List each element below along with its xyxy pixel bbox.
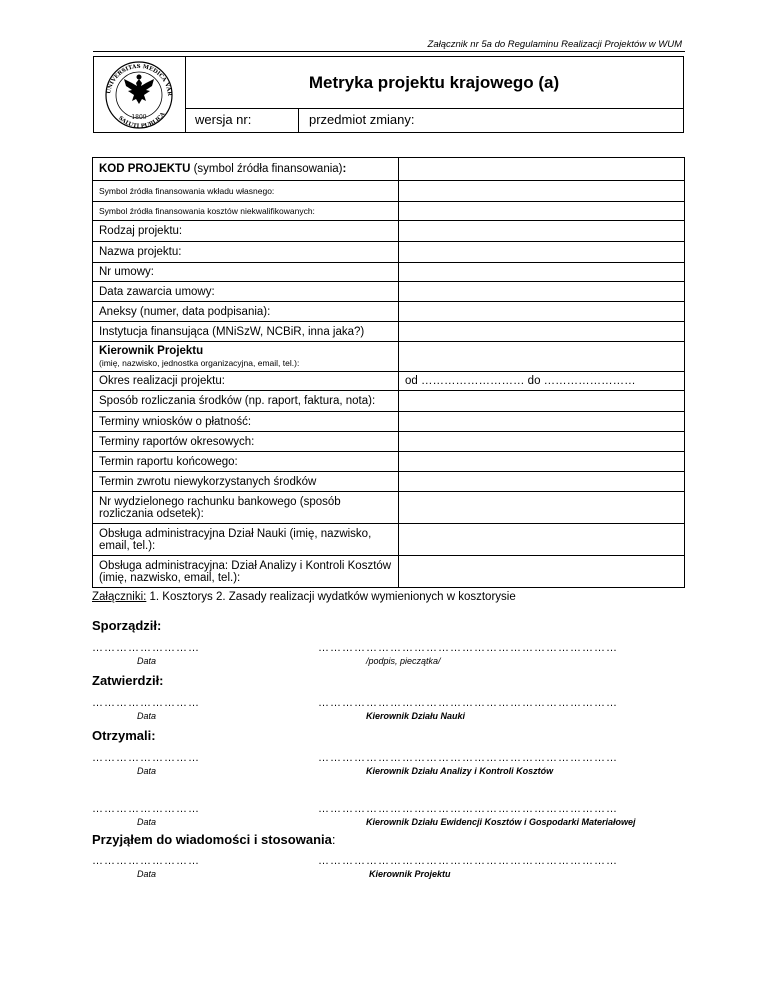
project-period-value[interactable]: od ……………………… do ……………………: [399, 372, 685, 391]
cost-analysis-admin-value[interactable]: [399, 556, 685, 588]
project-period-label: Okres realizacji projektu:: [93, 372, 399, 391]
table-row: [93, 452, 685, 472]
table-row: [93, 524, 685, 556]
document-header: [93, 56, 684, 133]
payment-requests-label: Terminy wniosków o płatność:: [93, 412, 399, 432]
contract-number-value[interactable]: [399, 263, 685, 282]
document-title: Metryka projektu krajowego (a): [185, 57, 683, 109]
head-analysis-caption: Kierownik Działu Analizy i Kontroli Kosztów: [366, 766, 554, 776]
table-row: [93, 432, 685, 452]
table-row: [93, 263, 685, 282]
project-manager-label: Kierownik Projektu (imię, nazwisko, jednostka organizacyjna, email, tel.):: [93, 342, 399, 372]
date-caption: Data: [137, 817, 157, 827]
signature-line[interactable]: …………………………………………………………………: [318, 752, 618, 764]
table-row: [93, 242, 685, 263]
table-row: [93, 372, 685, 391]
bank-account-label: Nr wydzielonego rachunku bankowego (sposób rozliczania odsetek):: [93, 492, 399, 524]
refund-deadline-label: Termin zwrotu niewykorzystanych środków: [93, 472, 399, 492]
table-row: [93, 322, 685, 342]
version-label: wersja nr:: [185, 108, 299, 132]
date-caption: Data: [137, 766, 157, 776]
project-type-label: Rodzaj projektu:: [93, 221, 399, 242]
project-type-value[interactable]: [399, 221, 685, 242]
signature-line[interactable]: …………………………………………………………………: [318, 803, 618, 815]
acknowledged-heading: Przyjąłem do wiadomości i stosowania:: [92, 832, 336, 847]
head-science-caption: Kierownik Działu Nauki: [366, 711, 466, 721]
table-row: [93, 282, 685, 302]
prepared-by-heading: Sporządził:: [92, 618, 162, 633]
funding-institution-label: Instytucja finansująca (MNiSzW, NCBiR, inna jaka?): [93, 322, 399, 342]
project-manager-caption: Kierownik Projektu: [369, 869, 451, 879]
table-row: [93, 202, 685, 221]
date-caption: Data: [137, 711, 157, 721]
project-name-value[interactable]: [399, 242, 685, 263]
contract-number-label: Nr umowy:: [93, 263, 399, 282]
contract-date-value[interactable]: [399, 282, 685, 302]
date-line[interactable]: ………………………: [92, 697, 200, 709]
contract-date-label: Data zawarcia umowy:: [93, 282, 399, 302]
table-row: [93, 391, 685, 412]
project-metadata-table: [92, 157, 685, 588]
table-row: [93, 302, 685, 322]
date-caption: Data: [137, 869, 157, 879]
date-line[interactable]: ………………………: [92, 803, 200, 815]
annex-divider: [93, 51, 685, 52]
university-seal-logo: [94, 57, 185, 132]
table-row: [93, 221, 685, 242]
received-by-heading: Otrzymali:: [92, 728, 156, 743]
date-line[interactable]: ………………………: [92, 642, 200, 654]
annexes-value[interactable]: [399, 302, 685, 322]
own-contribution-label: Symbol źródła finansowania wkładu własnego:: [93, 181, 399, 202]
science-admin-label: Obsługa administracyjna Dział Nauki (imię, nazwisko, email, tel.):: [93, 524, 399, 556]
svg-text:UNIVERSITAS MEDICA VARSOVIENSI: UNIVERSITAS MEDICA VAR: [106, 63, 173, 97]
head-records-caption: Kierownik Działu Ewidencji Kosztów i Gospodarki Materiałowej: [366, 817, 636, 827]
svg-text:SALUTI PUBLICAE: SALUTI PUBLICA: [117, 111, 167, 130]
settlement-method-value[interactable]: [399, 391, 685, 412]
project-code-label: KOD PROJEKTU (symbol źródła finansowania):: [93, 158, 399, 181]
approved-by-heading: Zatwierdził:: [92, 673, 164, 688]
date-line[interactable]: ………………………: [92, 855, 200, 867]
project-name-label: Nazwa projektu:: [93, 242, 399, 263]
date-line[interactable]: ………………………: [92, 752, 200, 764]
non-qualified-costs-label: Symbol źródła finansowania kosztów niekwalifikowanych:: [93, 202, 399, 221]
project-manager-value[interactable]: [399, 342, 685, 372]
cost-analysis-admin-label: Obsługa administracyjna: Dział Analizy i Kontroli Kosztów (imię, nazwisko, email, tel.):: [93, 556, 399, 588]
svg-text:1809: 1809: [131, 114, 147, 121]
own-contribution-value[interactable]: [399, 181, 685, 202]
science-admin-value[interactable]: [399, 524, 685, 556]
project-code-value[interactable]: [399, 158, 685, 181]
periodic-reports-value[interactable]: [399, 432, 685, 452]
refund-deadline-value[interactable]: [399, 472, 685, 492]
payment-requests-value[interactable]: [399, 412, 685, 432]
final-report-value[interactable]: [399, 452, 685, 472]
table-row: [93, 556, 685, 588]
bank-account-value[interactable]: [399, 492, 685, 524]
table-row: [93, 492, 685, 524]
settlement-method-label: Sposób rozliczania środków (np. raport, faktura, nota):: [93, 391, 399, 412]
periodic-reports-label: Terminy raportów okresowych:: [93, 432, 399, 452]
signature-line[interactable]: …………………………………………………………………: [318, 855, 618, 867]
table-row: [93, 412, 685, 432]
signature-line[interactable]: …………………………………………………………………: [318, 697, 618, 709]
university-seal-cell: [94, 57, 186, 132]
annexes-label: Aneksy (numer, data podpisania):: [93, 302, 399, 322]
table-row: [93, 181, 685, 202]
change-subject-label: przedmiot zmiany:: [309, 112, 415, 127]
signature-line[interactable]: …………………………………………………………………: [318, 642, 618, 654]
table-row: [93, 158, 685, 181]
final-report-label: Termin raportu końcowego:: [93, 452, 399, 472]
sign-stamp-caption: /podpis, pieczątka/: [366, 656, 441, 666]
table-row: [93, 472, 685, 492]
annex-note: Załącznik nr 5a do Regulaminu Realizacji Projektów w WUM: [427, 39, 682, 50]
attachments-line: Załączniki: 1. Kosztorys 2. Zasady realizacji wydatków wymienionych w kosztorysie: [92, 591, 516, 603]
funding-institution-value[interactable]: [399, 322, 685, 342]
date-caption: Data: [137, 656, 157, 666]
table-row: [93, 342, 685, 372]
non-qualified-costs-value[interactable]: [399, 202, 685, 221]
